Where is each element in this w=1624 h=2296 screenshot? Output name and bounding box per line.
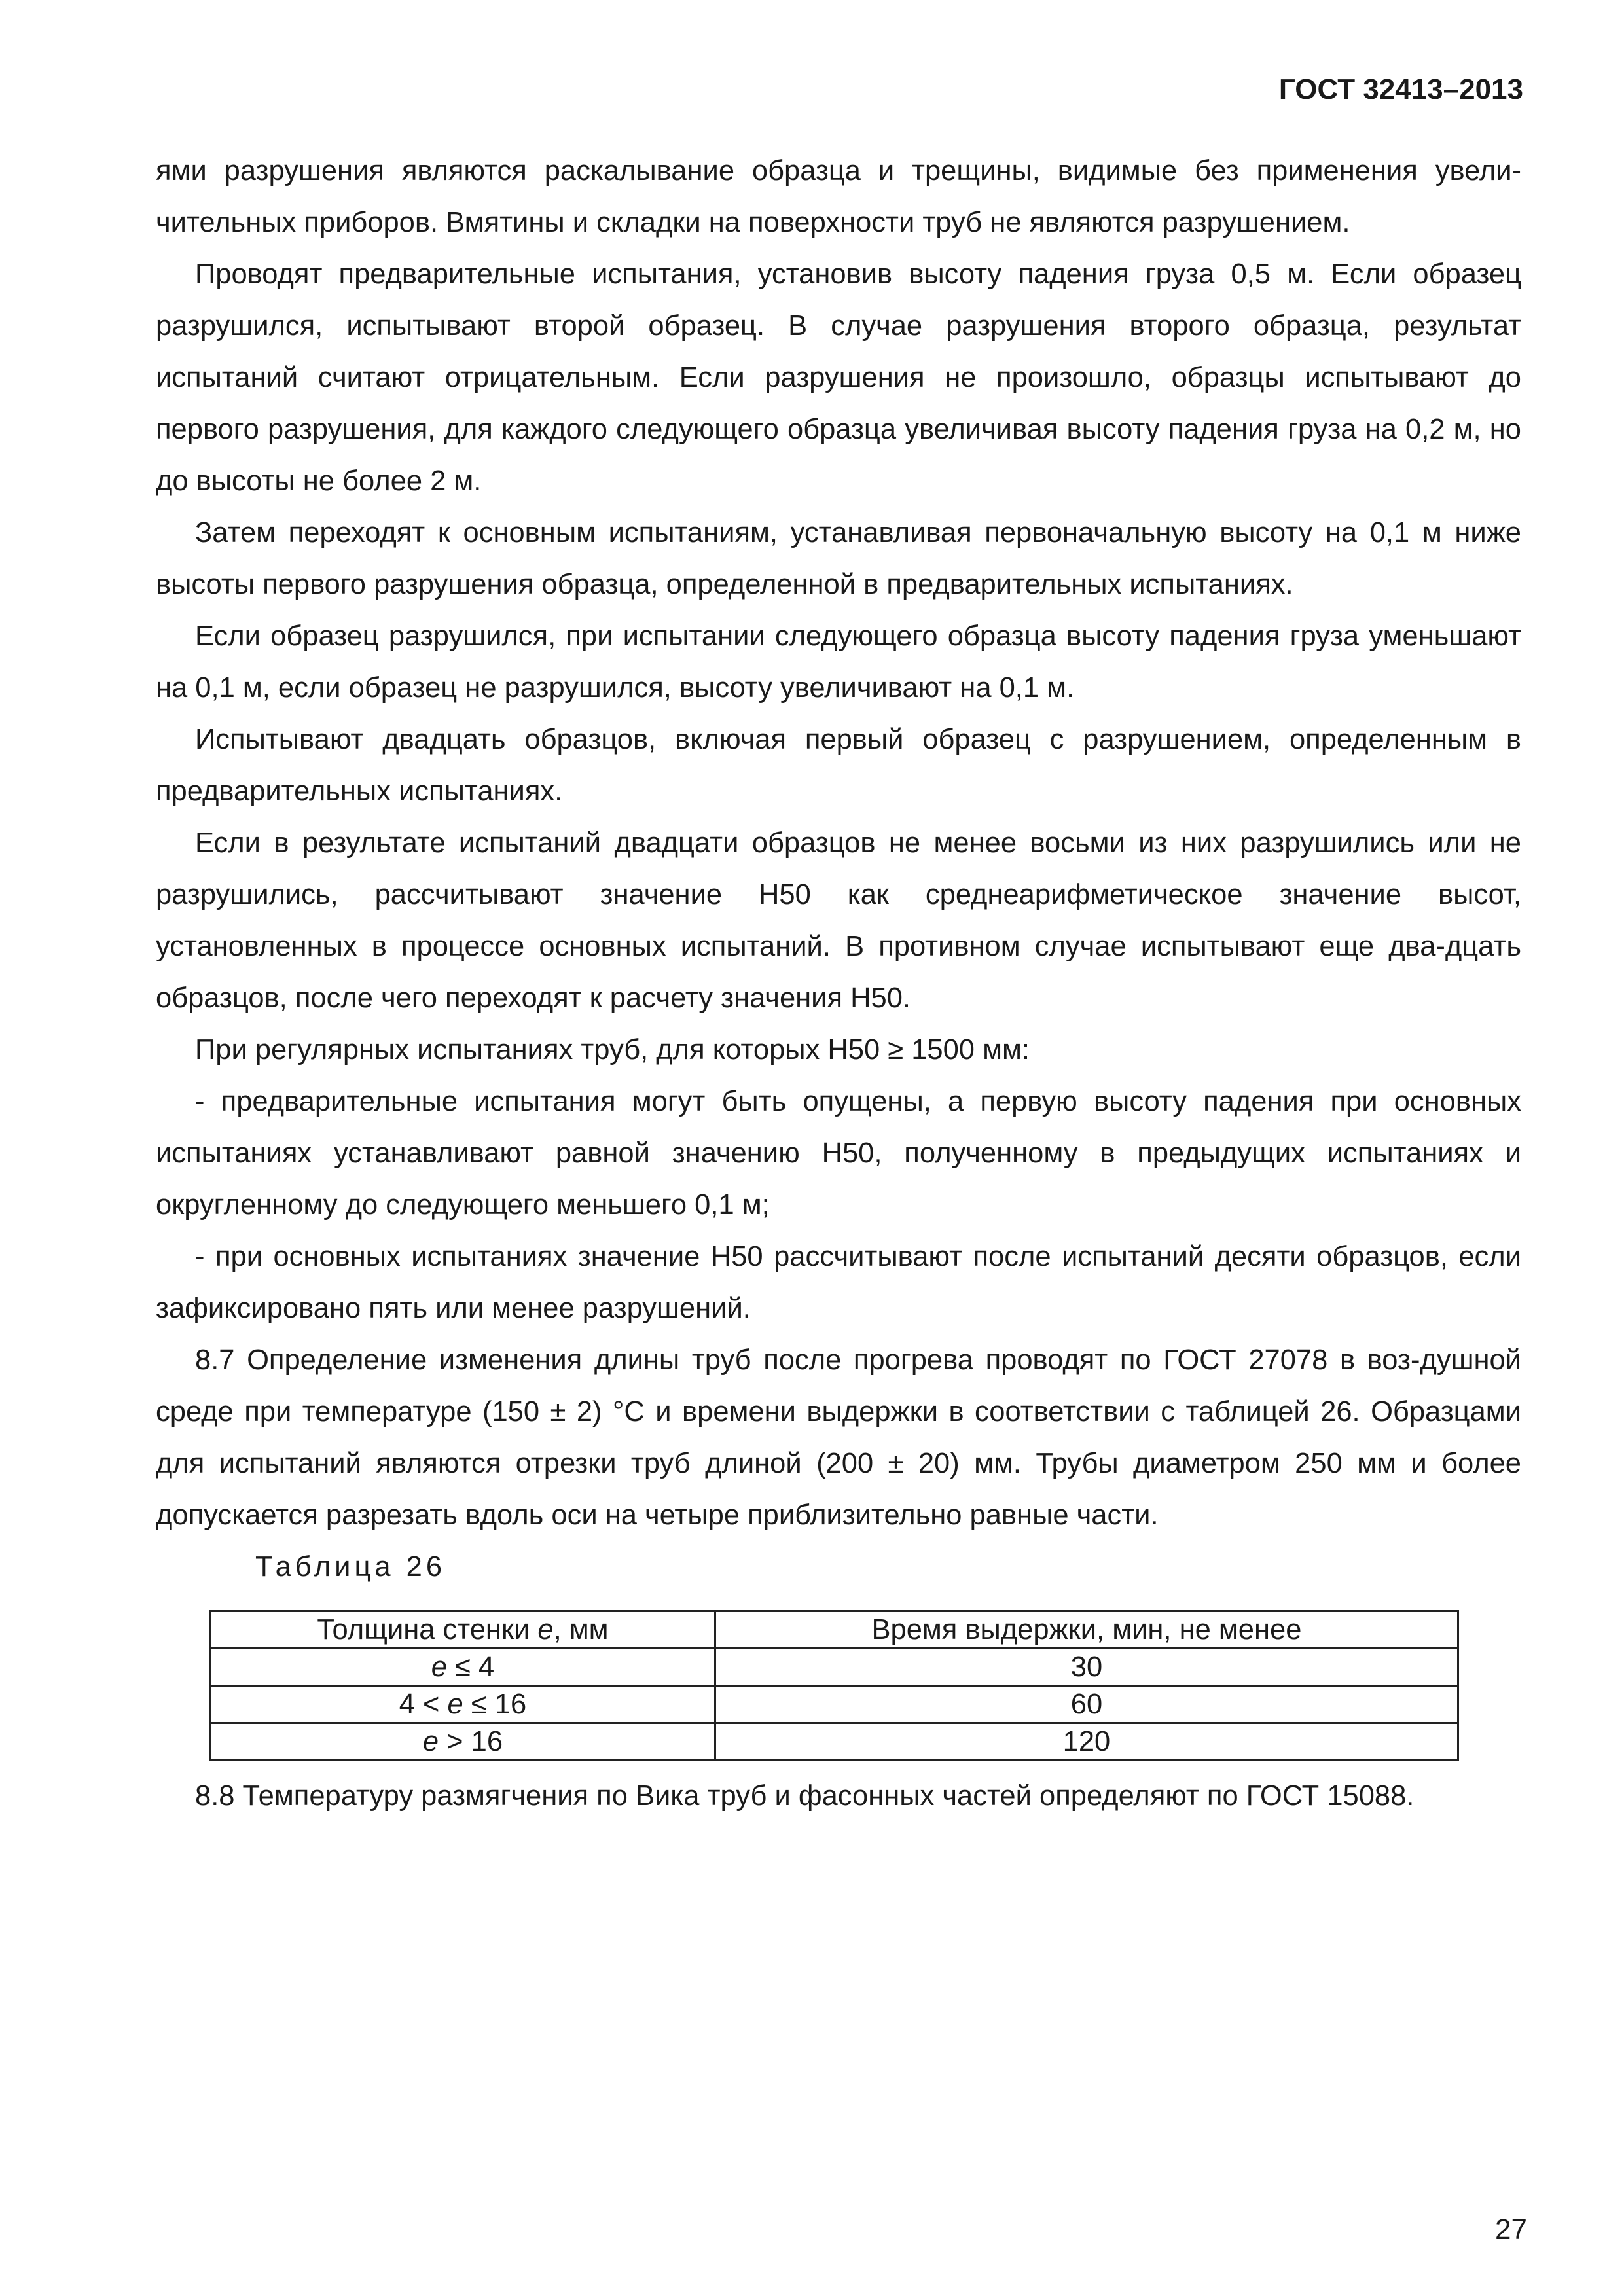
table-cell: 60 bbox=[715, 1686, 1458, 1723]
data-table bbox=[209, 1610, 1459, 1761]
table-cell: 30 bbox=[715, 1649, 1458, 1686]
table-header-cell: Время выдержки, мин, не менее bbox=[715, 1611, 1458, 1649]
table-header-row bbox=[211, 1611, 1458, 1649]
table-row bbox=[211, 1723, 1458, 1761]
paragraph: Если в результате испытаний двадцати образцов не менее восьми из них разрушились или не разрушились, рассчитывают значение H50 как среднеарифметическое значение высот, установленных в процессе основных испытаний. В противном случае испытывают еще два-дцать образцов, после чего переходят к расчету значения H50. bbox=[156, 827, 1521, 1014]
paragraph: - предварительные испытания могут быть опущены, а первую высоту падения при основных испытаниях устанавливают равной значению H50, полученному в предыдущих испытаниях и округленному до следующего меньшего 0,1 м; bbox=[156, 1086, 1521, 1221]
paragraph: Если образец разрушился, при испытании следующего образца высоту падения груза уменьшают на 0,1 м, если образец не разрушился, высоту увеличивают на 0,1 м. bbox=[156, 620, 1521, 704]
paragraph-8-8: 8.8 Температуру размягчения по Вика труб и фасонных частей определяют по ГОСТ 15088. bbox=[195, 1780, 1415, 1812]
document-header: ГОСТ 32413–2013 bbox=[1278, 73, 1523, 105]
paragraph: - при основных испытаниях значение H50 рассчитывают после испытаний десяти образцов, если зафиксировано пять или менее разрушений. bbox=[156, 1241, 1521, 1324]
table-cell: e > 16 bbox=[211, 1723, 715, 1761]
paragraph: При регулярных испытаниях труб, для которых H50 ≥ 1500 мм: bbox=[195, 1034, 1030, 1066]
table-header-cell: Толщина стенки e, мм bbox=[211, 1611, 715, 1649]
document-body bbox=[156, 145, 1521, 1593]
page-number: 27 bbox=[1495, 2214, 1527, 2246]
paragraph: 8.7 Определение изменения длины труб после прогрева проводят по ГОСТ 27078 в воз-душной среде при температуре (150 ± 2) °С и времени выдержки в соответствии с таблицей 26. Образцами для испытаний являются отрезки труб длиной (200 ± 20) мм. Трубы диаметром 250 мм и более допускается разрезать вдоль оси на четыре приблизительно равные части. bbox=[156, 1344, 1521, 1531]
table-cell: e ≤ 4 bbox=[211, 1649, 715, 1686]
paragraph: Проводят предварительные испытания, установив высоту падения груза 0,5 м. Если образец разрушился, испытывают второй образец. В случае разрушения второго образца, результат испытаний считают отрицательным. Если разрушения не произошло, образцы испытывают до первого разрушения, для каждого следующего образца увеличивая высоту падения груза на 0,2 м, но до высоты не более 2 м. bbox=[156, 259, 1521, 497]
paragraph: Испытывают двадцать образцов, включая первый образец с разрушением, определенным в предварительных испытаниях. bbox=[156, 724, 1521, 807]
table-cell: 120 bbox=[715, 1723, 1458, 1761]
table-row bbox=[211, 1686, 1458, 1723]
table-cell: 4 < e ≤ 16 bbox=[211, 1686, 715, 1723]
table-caption: Таблица 26 bbox=[255, 1551, 446, 1583]
paragraph: Затем переходят к основным испытаниям, устанавливая первоначальную высоту на 0,1 м ниже высоты первого разрушения образца, определенной в предварительных испытаниях. bbox=[156, 517, 1521, 600]
paragraph: ями разрушения являются раскалывание образца и трещины, видимые без применения увели-чительных приборов. Вмятины и складки на поверхности труб не являются разрушением. bbox=[156, 155, 1521, 238]
table-row bbox=[211, 1649, 1458, 1686]
